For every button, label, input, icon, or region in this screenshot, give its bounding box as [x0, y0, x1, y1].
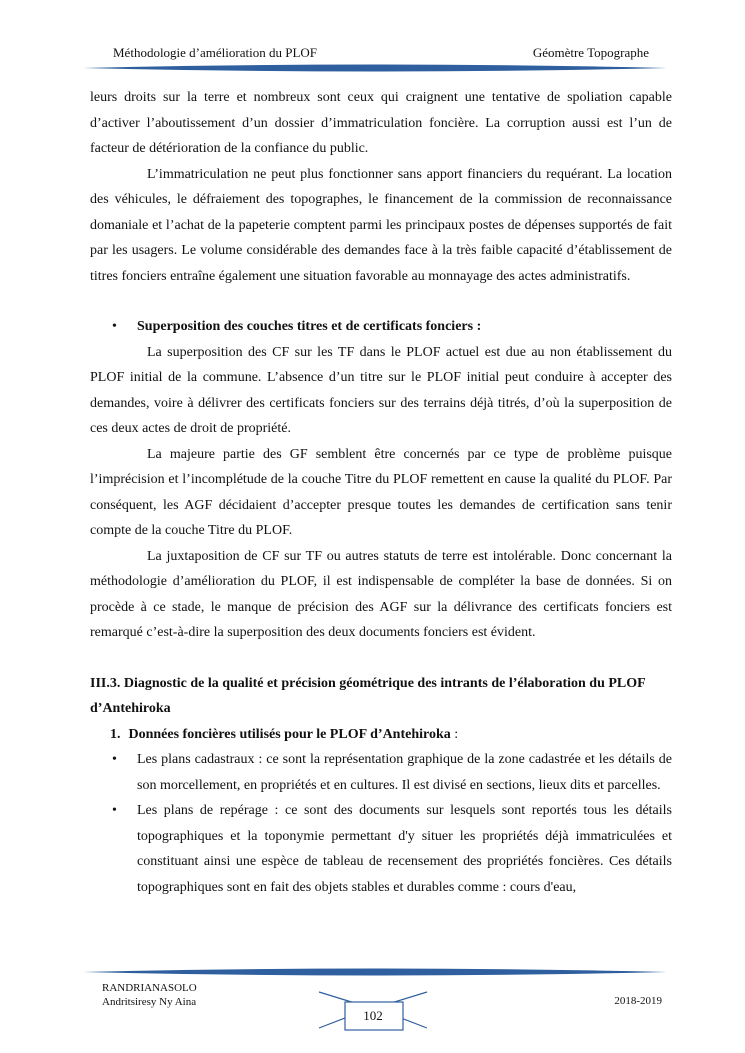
list-item-text: Les plans de repérage : ce sont des documents sur lesquels sont reportés tous les détails topographiques et la toponymie permettant d'y situer les propriétés déjà immatriculées et constituant ainsi une espèce de tableau de recensement des propriétés foncières. Ces détails topographiques sont en fait des objets stables et durables comme : cours d'eau, [137, 803, 672, 895]
list-item-plans-cadastraux [90, 747, 672, 798]
page-body [90, 85, 672, 900]
paragraph-3: La superposition des CF sur les TF dans le PLOF actuel est due au non établissement du PLOF initial de la commune. L’absence d’un titre sur le PLOF initial peut conduire à accepter des demandes, voire à délivrer des certificats fonciers sur des terrains déjà titrés, d’où la superposition de ces deux actes de droit de propriété. [90, 344, 672, 436]
bullet-title: Superposition des couches titres et de certificats fonciers : [137, 319, 482, 334]
paragraph-5: La juxtaposition de CF sur TF ou autres statuts de terre est intolérable. Donc concernant la méthodologie d’amélioration du PLOF, il est indispensable de compléter la base de données. Si on procède à ce stade, le manque de précision des AGF sur la délivrance des certificats fonciers est remarqué c’est-à-dire la superposition des deux documents fonciers est évident. [90, 548, 672, 640]
bullet-superposition [90, 314, 672, 340]
paragraph-4: La majeure partie des GF semblent être concernés par ce type de problème puisque l’imprécision et l’incomplétude de la couche Titre du PLOF remettent en cause la qualité du PLOF. Par conséquent, les AGF décidaient d’accepter presque toutes les demandes de certification sans tenir compte de la couche Titre du PLOF. [90, 446, 672, 538]
header-left: Méthodologie d’amélioration du PLOF [113, 45, 318, 60]
header-right: Géomètre Topographe [532, 45, 649, 60]
footer-author [102, 981, 197, 1009]
numbered-number: 1. [110, 726, 121, 742]
footer-author-line1: RANDRIANASOLO [102, 982, 197, 994]
numbered-title: Données foncières utilisés pour le PLOF d’Antehiroka [128, 726, 451, 742]
paragraph-1: leurs droits sur la terre et nombreux sont ceux qui craignent une tentative de spoliation capable d’activer l’aboutissement d’un dossier d’immatriculation foncière. La corruption aussi est l’un de facteur de détérioration de la confiance du public. [90, 90, 672, 156]
section-heading: III.3. Diagnostic de la qualité et précision géométrique des intrants de l’élaboration du PLOF d’Antehiroka [90, 675, 646, 716]
paragraph-2: L’immatriculation ne peut plus fonctionner sans apport financiers du requérant. La location des véhicules, le défraiement des topographes, le financement de la commission de reconnaissance domaniale et l’achat de la papeterie comptent parmi les principaux postes de dépenses supportés de fait par les usagers. Le volume considérable des demandes face à la très faible capacité d’établissement de titres fonciers entraîne également une situation favorable au monnayage des actes administratifs. [90, 166, 672, 284]
footer-rule [80, 966, 670, 978]
list-item-plans-reperage [90, 798, 672, 900]
list-item-text: Les plans cadastraux : ce sont la représentation graphique de la zone cadastrée et les détails de son morcellement, en propriétés et en cultures. Il est divisé en sections, lieux dits et parcelles. [137, 752, 672, 793]
numbered-suffix: : [450, 726, 459, 742]
bullet-icon: • [112, 752, 117, 767]
footer-year: 2018-2019 [614, 995, 662, 1007]
header-rule [80, 62, 670, 74]
numbered-heading [90, 722, 672, 748]
bullet-icon: • [112, 803, 117, 818]
bullet-icon: • [112, 319, 117, 334]
footer-author-line2: Andritsiresy Ny Aina [102, 996, 197, 1008]
page-number: 102 [363, 1008, 383, 1023]
